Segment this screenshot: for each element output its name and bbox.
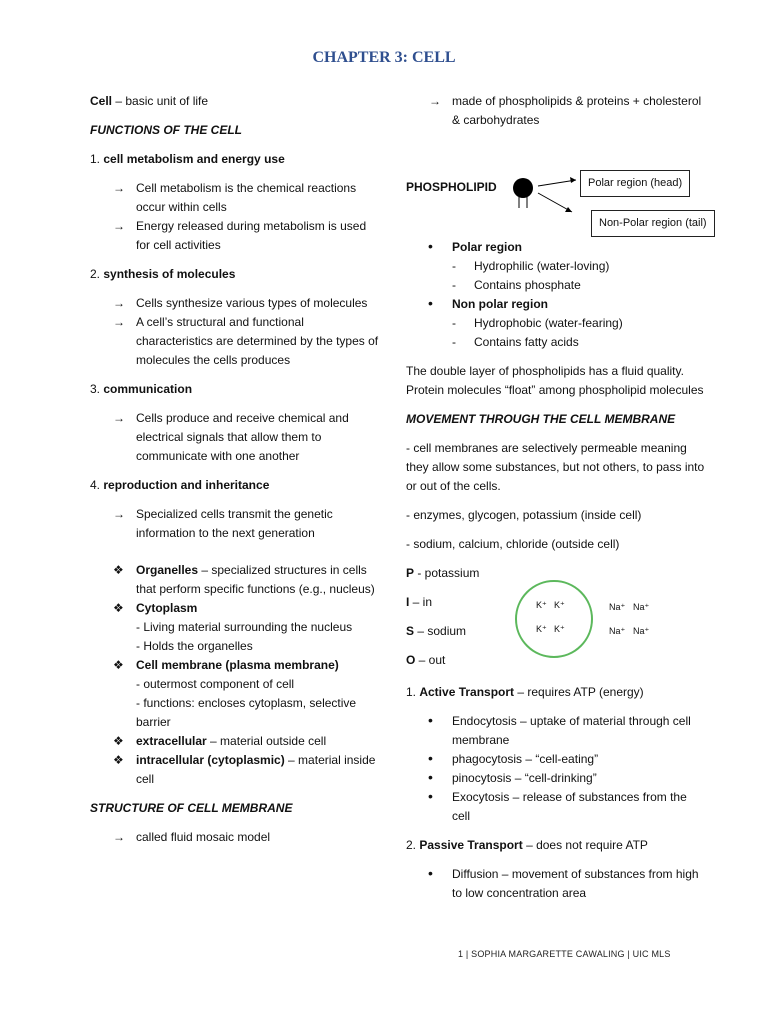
nonpolar-detail: - Hydrophobic (water-fearing) [406,314,706,333]
phospholipid-label: PHOSPHOLIPID [406,180,497,194]
mnemonic-line: S – sodium [406,624,467,638]
structure-heading: STRUCTURE OF CELL MEMBRANE [90,801,293,815]
polar-region-item: • Polar region [406,238,706,257]
na-ion: Na⁺ [609,602,626,612]
k-ion: K⁺ [536,624,547,634]
active-transport-title: 1. Active Transport – requires ATP (energy) [406,685,644,699]
cell-definition: Cell – basic unit of life [90,94,209,108]
polar-head-box: Polar region (head) [580,170,690,197]
cell-membrane-item: ❖ Cell membrane (plasma membrane) [90,656,382,675]
na-ion: Na⁺ [633,626,650,636]
left-column [90,92,382,847]
functions-heading: FUNCTIONS OF THE CELL [90,123,242,137]
organelles-item: ❖ Organelles – specialized structures in cells that perform specific functions (e.g., nucleus) [90,561,382,599]
passive-transport-title: 2. Passive Transport – does not require ATP [406,838,648,852]
right-column [406,92,706,903]
function-4-item: → Specialized cells transmit the genetic information to the next generation [90,505,382,543]
active-item: • Exocytosis – release of substances from the cell [406,788,706,826]
na-ion: Na⁺ [609,626,626,636]
function-1-title: 1. cell metabolism and energy use [90,152,285,166]
made-of-item: → made of phospholipids & proteins + cholesterol & carbohydrates [406,92,706,130]
passive-item: • Diffusion – movement of substances from high to low concentration area [406,865,706,903]
pios-mnemonic [406,564,706,669]
membrane-line: - outermost component of cell [136,677,295,691]
active-item: • Endocytosis – uptake of material through cell membrane [406,712,706,750]
bilayer-text: The double layer of phospholipids has a fluid quality. Protein molecules “float” among phospholipid molecules [406,364,704,397]
intracellular-item: ❖ intracellular (cytoplasmic) – material inside cell [90,751,382,789]
function-2-item: → A cell’s structural and functional characteristics are determined by the types of molecules the cells produces [90,313,382,370]
function-2-item: → Cells synthesize various types of molecules [90,294,382,313]
page-title: CHAPTER 3: CELL [312,49,456,66]
k-ion: K⁺ [536,600,547,610]
polar-detail: - Hydrophilic (water-loving) [406,257,706,276]
phospholipid-diagram [406,130,707,229]
polar-detail: - Contains phosphate [406,276,706,295]
function-1-item: → Cell metabolism is the chemical reactions occur within cells [90,179,382,217]
cytoplasm-line: - Living material surrounding the nucleus [136,620,353,634]
function-1-item: → Energy released during metabolism is used for cell activities [90,217,382,255]
outside-cell-text: - sodium, calcium, chloride (outside cell) [406,537,620,551]
cytoplasm-line: - Holds the organelles [136,639,253,653]
mnemonic-line: O – out [406,653,446,667]
mnemonic-line: I – in [406,595,433,609]
k-ion: K⁺ [554,624,565,634]
function-2-title: 2. synthesis of molecules [90,267,236,281]
active-item: • pinocytosis – “cell-drinking” [406,769,706,788]
mnemonic-line: P - potassium [406,566,480,580]
inside-cell-text: - enzymes, glycogen, potassium (inside cell) [406,508,642,522]
nonpolar-region-item: • Non polar region [406,295,706,314]
active-item: • phagocytosis – “cell-eating” [406,750,706,769]
membrane-line: - functions: encloses cytoplasm, selective barrier [136,696,357,729]
function-4-title: 4. reproduction and inheritance [90,478,270,492]
nonpolar-detail: - Contains fatty acids [406,333,706,352]
function-3-title: 3. communication [90,382,193,396]
structure-item: → called fluid mosaic model [90,828,382,847]
page-footer: 1 | SOPHIA MARGARETTE CAWALING | UIC MLS [458,949,671,959]
cell-circle [512,577,596,661]
na-ion: Na⁺ [633,602,650,612]
extracellular-item: ❖ extracellular – material outside cell [90,732,382,751]
k-ion: K⁺ [554,600,565,610]
function-3-item: → Cells produce and receive chemical and electrical signals that allow them to communicate with one another [90,409,382,466]
cytoplasm-item: ❖ Cytoplasm [90,599,382,618]
permeable-text: - cell membranes are selectively permeable meaning they allow some substances, but not others, to pass into or out of the cells. [406,441,705,493]
movement-heading: MOVEMENT THROUGH THE CELL MEMBRANE [406,412,676,426]
nonpolar-tail-box: Non-Polar region (tail) [591,210,715,237]
